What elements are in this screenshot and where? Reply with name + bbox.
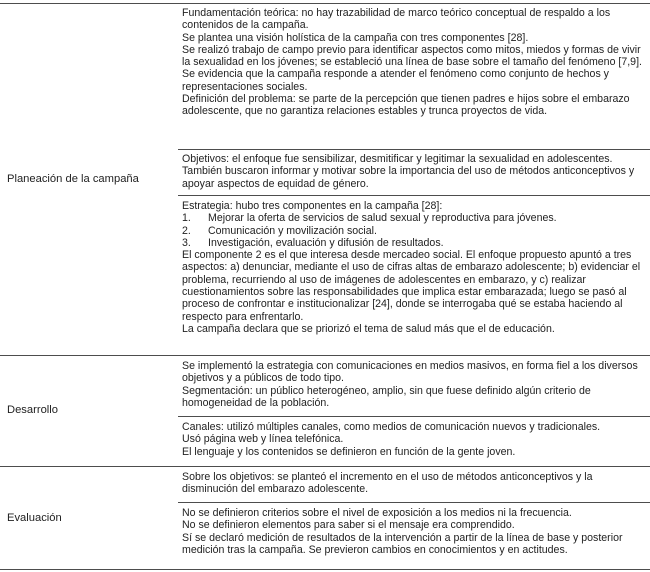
- cell-text: Definición del problema: se parte de la percepción que tienen padres e hijos sobre el embarazo adolescente, que no garantiza relaciones estables y trunca proyectos de vida.: [182, 93, 630, 118]
- table-bottom-rule: [0, 569, 650, 570]
- cell-divider: [178, 149, 650, 150]
- cell-text: Fundamentación teórica: no hay trazabilidad de marco teórico conceptual de respaldo a los contenidos de la campaña.: [182, 7, 611, 32]
- cell-text: Se plantea una visión holística de la campaña con tres componentes [28].: [182, 31, 529, 44]
- cell-text: Usó página web y línea telefónica.: [182, 433, 344, 446]
- cell-divider: [178, 502, 650, 503]
- list-text: Comunicación y movilización social.: [208, 224, 377, 237]
- section-divider: [0, 355, 650, 356]
- list-text: Mejorar la oferta de servicios de salud sexual y reproductiva para jóvenes.: [208, 212, 557, 225]
- cell-text: No se definieron elementos para saber si el mensaje era comprendido.: [182, 519, 515, 532]
- list-item: [182, 237, 648, 249]
- row-label-planeacion: Planeación de la campaña: [7, 173, 139, 185]
- cell-text: No se definieron criterios sobre el nivel de exposición a los medios ni la frecuencia.: [182, 507, 572, 519]
- cell-text: La campaña declara que se priorizó el tema de salud más que el de educación.: [182, 322, 555, 335]
- cell-text: Se realizó trabajo de campo previo para identificar aspectos como mitos, miedos y formas de vivir la sexualidad en los jóvenes; se estableció una línea de base sobre el tamaño del fenómeno [7,9].: [182, 43, 642, 69]
- cell-text: Sobre los objetivos: se planteó el incremento en el uso de métodos anticonceptivos y la disminución del embarazo adolescente.: [182, 471, 593, 496]
- cell-text: Canales: utilizó múltiples canales, como medios de comunicación nuevos y tradicionales.: [182, 421, 601, 433]
- evaluacion-objetivos-cell: [182, 471, 648, 496]
- planeacion-fundamentacion-cell: [182, 7, 648, 118]
- planeacion-estrategia-cell: [182, 200, 648, 335]
- cell-divider: [178, 416, 650, 417]
- cell-text: El lenguaje y los contenidos se definieron en función de la gente joven.: [182, 445, 516, 458]
- cell-text: Estrategia: hubo tres componentes en la campaña [28]:: [182, 200, 443, 212]
- evaluacion-criterios-cell: [182, 507, 648, 556]
- list-number: 2.: [182, 224, 191, 237]
- cell-text: Sí se declaró medición de resultados de la intervención a partir de la línea de base y posterior medición tras la campaña. Se previeron cambios en conocimientos y en actitudes.: [182, 531, 623, 556]
- list-number: 3.: [182, 236, 191, 249]
- row-label-evaluacion: Evaluación: [7, 512, 62, 524]
- list-number: 1.: [182, 212, 191, 225]
- cell-text: Se implementó la estrategia con comunicaciones en medios masivos, en forma fiel a los diversos objetivos y a públicos de todo tipo.: [182, 360, 638, 385]
- desarrollo-canales-cell: [182, 421, 648, 458]
- row-label-desarrollo: Desarrollo: [7, 404, 58, 416]
- cell-text: El componente 2 es el que interesa desde mercadeo social. El enfoque propuesto apuntó a tres aspectos: a) denunciar, mediante el uso de cifras altas de embarazo adolescente; b) evidenciar el problema, recurriendo al uso de imágenes de adolescentes en embarazo, y c) realizar cuestionamientos sobre las responsabilidades que implica estar embarazada; luego se pasó al proceso de confrontar e institucionalizar [24], donde se interrogaba qué se estaba haciendo al respecto para enfrentarlo.: [182, 249, 641, 323]
- cell-text: Segmentación: un público heterogéneo, amplio, sin que fuese definido algún criterio de homogeneidad de la población.: [182, 384, 591, 409]
- desarrollo-implementacion-cell: [182, 360, 648, 409]
- table-top-rule: [0, 3, 650, 4]
- list-item: [182, 212, 648, 224]
- section-divider: [0, 466, 650, 467]
- planeacion-objetivos-cell: [182, 153, 648, 190]
- list-text: Investigación, evaluación y difusión de resultados.: [208, 236, 444, 249]
- cell-text: Se evidencia que la campaña responde a atender el fenómeno como conjunto de hechos y representaciones sociales.: [182, 68, 609, 93]
- cell-text: Objetivos: el enfoque fue sensibilizar, desmitificar y legitimar la sexualidad en adolescentes. También buscaron informar y motivar sobre la importancia del uso de métodos anticonceptivos y apoyar aspectos de equidad de género.: [182, 153, 635, 190]
- list-item: [182, 225, 648, 237]
- cell-divider: [178, 195, 650, 196]
